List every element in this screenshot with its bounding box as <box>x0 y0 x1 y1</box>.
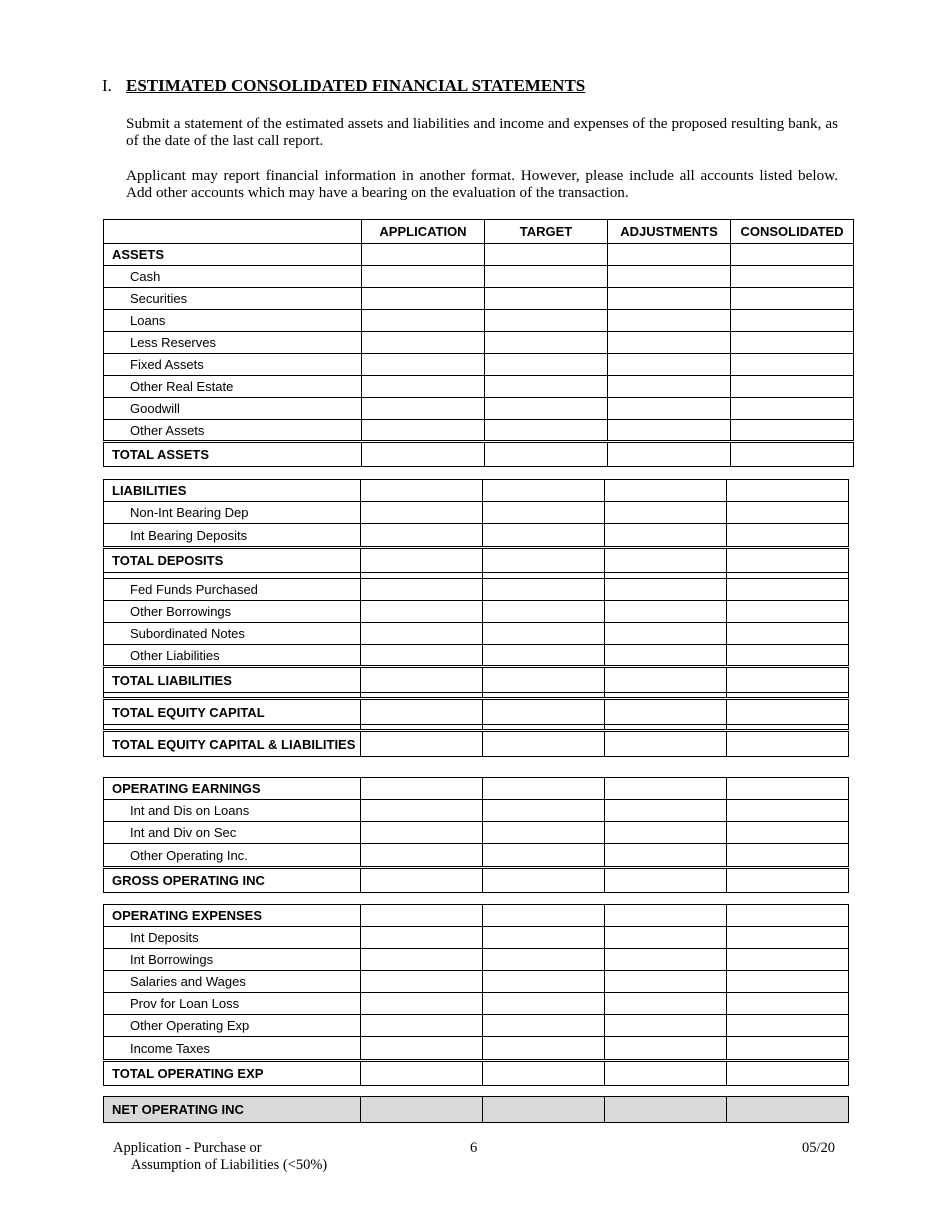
section-row-operating-expenses <box>104 905 849 927</box>
row-label: Int Borrowings <box>104 949 361 971</box>
cell-target[interactable] <box>485 442 608 467</box>
cell-adjustments[interactable] <box>605 993 727 1015</box>
cell-target[interactable] <box>485 266 608 288</box>
cell-adjustments[interactable] <box>608 266 731 288</box>
table-row <box>104 354 854 376</box>
cell-consolidated[interactable] <box>727 579 849 601</box>
cell-consolidated[interactable] <box>727 927 849 949</box>
cell-application[interactable] <box>361 927 483 949</box>
total-row-net-operating-inc <box>104 1097 849 1123</box>
row-label: GROSS OPERATING INC <box>104 868 361 893</box>
cell-target[interactable] <box>483 868 605 893</box>
table-row <box>104 971 849 993</box>
cell-adjustments[interactable] <box>605 971 727 993</box>
operating-expenses-table <box>103 904 849 1086</box>
row-label: Income Taxes <box>104 1037 361 1061</box>
table-row <box>104 502 849 524</box>
cell-consolidated[interactable] <box>731 354 854 376</box>
net-operating-table <box>103 1096 849 1123</box>
cell-consolidated[interactable] <box>727 1097 849 1123</box>
row-label: Subordinated Notes <box>104 623 361 645</box>
table-row <box>104 844 849 868</box>
cell-consolidated[interactable] <box>727 502 849 524</box>
cell-application[interactable] <box>361 800 483 822</box>
row-label: Fed Funds Purchased <box>104 579 361 601</box>
cell-application[interactable] <box>361 667 483 693</box>
cell-adjustments[interactable] <box>605 667 727 693</box>
cell-consolidated[interactable] <box>727 1037 849 1061</box>
cell-consolidated[interactable] <box>727 1015 849 1037</box>
table-row <box>104 993 849 1015</box>
cell-adjustments[interactable] <box>605 927 727 949</box>
cell-consolidated[interactable] <box>731 266 854 288</box>
row-label: NET OPERATING INC <box>104 1097 361 1123</box>
cell-adjustments[interactable] <box>605 548 727 573</box>
cell-adjustments[interactable] <box>605 579 727 601</box>
row-label: ASSETS <box>104 244 362 266</box>
cell-application[interactable] <box>361 844 483 868</box>
cell-consolidated[interactable] <box>731 332 854 354</box>
row-label: Other Assets <box>104 420 362 442</box>
row-label: TOTAL OPERATING EXP <box>104 1061 361 1086</box>
cell-adjustments[interactable] <box>605 1037 727 1061</box>
cell-application[interactable] <box>362 420 485 442</box>
row-label: Loans <box>104 310 362 332</box>
cell-target[interactable] <box>483 667 605 693</box>
cell-consolidated[interactable] <box>727 667 849 693</box>
total-row-equity <box>104 699 849 725</box>
cell-application[interactable] <box>361 971 483 993</box>
total-row-deposits <box>104 548 849 573</box>
cell-adjustments[interactable] <box>608 310 731 332</box>
cell-adjustments[interactable] <box>605 502 727 524</box>
cell-adjustments[interactable] <box>608 354 731 376</box>
instruction-paragraph-2: Applicant may report financial information in another format. However, please include all accounts listed below. Add other accounts which may have a bearing on the evaluation of the transaction. <box>126 167 838 201</box>
table-row <box>104 579 849 601</box>
cell-adjustments[interactable] <box>605 868 727 893</box>
cell-adjustments[interactable] <box>605 822 727 844</box>
row-label: Other Liabilities <box>104 645 361 667</box>
row-label: Fixed Assets <box>104 354 362 376</box>
cell-target[interactable] <box>483 949 605 971</box>
table-row <box>104 927 849 949</box>
column-header-consolidated: CONSOLIDATED <box>731 220 854 244</box>
page-number: 6 <box>470 1140 478 1156</box>
cell-application[interactable] <box>361 524 483 548</box>
cell-target[interactable] <box>485 420 608 442</box>
cell-target[interactable] <box>483 905 605 927</box>
footer-form-title <box>113 1140 327 1174</box>
cell-adjustments[interactable] <box>605 905 727 927</box>
cell-consolidated[interactable] <box>731 398 854 420</box>
cell-target[interactable] <box>483 800 605 822</box>
row-label: Int Deposits <box>104 927 361 949</box>
cell-target[interactable] <box>485 310 608 332</box>
cell-adjustments[interactable] <box>605 480 727 502</box>
cell-application[interactable] <box>362 244 485 266</box>
cell-target[interactable] <box>483 731 605 757</box>
table-row <box>104 376 854 398</box>
cell-consolidated[interactable] <box>727 524 849 548</box>
cell-application[interactable] <box>361 949 483 971</box>
cell-adjustments[interactable] <box>605 623 727 645</box>
row-label: Prov for Loan Loss <box>104 993 361 1015</box>
cell-target[interactable] <box>483 971 605 993</box>
cell-application[interactable] <box>362 332 485 354</box>
cell-application[interactable] <box>361 699 483 725</box>
cell-adjustments[interactable] <box>608 420 731 442</box>
cell-application[interactable] <box>361 548 483 573</box>
section-title: ESTIMATED CONSOLIDATED FINANCIAL STATEMENTS <box>126 76 586 95</box>
row-label: Cash <box>104 266 362 288</box>
cell-adjustments[interactable] <box>608 332 731 354</box>
total-row-assets <box>104 442 854 467</box>
table-row <box>104 822 849 844</box>
table-row <box>104 310 854 332</box>
row-label: OPERATING EARNINGS <box>104 778 361 800</box>
cell-target[interactable] <box>485 332 608 354</box>
row-label: TOTAL DEPOSITS <box>104 548 361 573</box>
cell-adjustments[interactable] <box>605 1097 727 1123</box>
row-label: Other Real Estate <box>104 376 362 398</box>
column-header-adjustments: ADJUSTMENTS <box>608 220 731 244</box>
table-row <box>104 266 854 288</box>
cell-target[interactable] <box>483 699 605 725</box>
cell-consolidated[interactable] <box>727 993 849 1015</box>
liabilities-table <box>103 479 849 757</box>
cell-adjustments[interactable] <box>605 524 727 548</box>
cell-target[interactable] <box>483 778 605 800</box>
cell-application[interactable] <box>361 502 483 524</box>
table-row <box>104 1037 849 1061</box>
cell-application[interactable] <box>362 288 485 310</box>
row-label: Other Borrowings <box>104 601 361 623</box>
cell-application[interactable] <box>361 1061 483 1086</box>
total-row-equity-and-liabilities <box>104 731 849 757</box>
row-label: Int Bearing Deposits <box>104 524 361 548</box>
cell-application[interactable] <box>361 993 483 1015</box>
cell-application[interactable] <box>361 778 483 800</box>
row-label: LIABILITIES <box>104 480 361 502</box>
cell-target[interactable] <box>485 398 608 420</box>
cell-adjustments[interactable] <box>605 949 727 971</box>
cell-target[interactable] <box>483 601 605 623</box>
cell-adjustments[interactable] <box>605 1061 727 1086</box>
cell-target[interactable] <box>485 376 608 398</box>
cell-target[interactable] <box>483 645 605 667</box>
section-heading <box>102 76 585 96</box>
cell-adjustments[interactable] <box>605 778 727 800</box>
cell-consolidated[interactable] <box>727 480 849 502</box>
row-label: Int and Dis on Loans <box>104 800 361 822</box>
cell-adjustments[interactable] <box>608 442 731 467</box>
cell-consolidated[interactable] <box>731 288 854 310</box>
row-label: Goodwill <box>104 398 362 420</box>
cell-adjustments[interactable] <box>608 398 731 420</box>
cell-adjustments[interactable] <box>608 288 731 310</box>
cell-consolidated[interactable] <box>731 420 854 442</box>
cell-consolidated[interactable] <box>731 310 854 332</box>
cell-consolidated[interactable] <box>727 868 849 893</box>
cell-application[interactable] <box>362 310 485 332</box>
table-row <box>104 645 849 667</box>
cell-consolidated[interactable] <box>727 949 849 971</box>
cell-consolidated[interactable] <box>731 376 854 398</box>
cell-consolidated[interactable] <box>727 1061 849 1086</box>
row-label: TOTAL EQUITY CAPITAL <box>104 699 361 725</box>
cell-application[interactable] <box>361 645 483 667</box>
cell-consolidated[interactable] <box>727 548 849 573</box>
cell-adjustments[interactable] <box>608 376 731 398</box>
section-row-operating-earnings <box>104 778 849 800</box>
cell-application[interactable] <box>362 354 485 376</box>
column-header-target: TARGET <box>485 220 608 244</box>
footer-form-title-line2: Assumption of Liabilities (<50%) <box>131 1157 328 1173</box>
cell-target[interactable] <box>483 1061 605 1086</box>
row-label: OPERATING EXPENSES <box>104 905 361 927</box>
cell-consolidated[interactable] <box>727 778 849 800</box>
row-label: Less Reserves <box>104 332 362 354</box>
cell-application[interactable] <box>361 601 483 623</box>
section-row-liabilities <box>104 480 849 502</box>
cell-adjustments[interactable] <box>605 844 727 868</box>
row-label: Other Operating Inc. <box>104 844 361 868</box>
table-row <box>104 601 849 623</box>
cell-target[interactable] <box>485 288 608 310</box>
instruction-paragraph-1: Submit a statement of the estimated assets and liabilities and income and expenses of the proposed resulting bank, as of the date of the last call report. <box>126 115 838 149</box>
row-label: TOTAL EQUITY CAPITAL & LIABILITIES <box>104 731 361 757</box>
row-label: TOTAL ASSETS <box>104 442 362 467</box>
cell-consolidated[interactable] <box>727 623 849 645</box>
cell-application[interactable] <box>361 480 483 502</box>
cell-application[interactable] <box>361 822 483 844</box>
cell-consolidated[interactable] <box>731 442 854 467</box>
column-header-application: APPLICATION <box>362 220 485 244</box>
cell-application[interactable] <box>361 868 483 893</box>
cell-target[interactable] <box>483 579 605 601</box>
cell-consolidated[interactable] <box>727 601 849 623</box>
cell-application[interactable] <box>362 442 485 467</box>
total-row-liabilities <box>104 667 849 693</box>
cell-adjustments[interactable] <box>605 645 727 667</box>
cell-target[interactable] <box>483 993 605 1015</box>
cell-target[interactable] <box>483 480 605 502</box>
cell-consolidated[interactable] <box>727 905 849 927</box>
assets-table <box>103 219 854 467</box>
cell-adjustments[interactable] <box>605 601 727 623</box>
row-label: Int and Div on Sec <box>104 822 361 844</box>
cell-consolidated[interactable] <box>727 731 849 757</box>
cell-target[interactable] <box>483 548 605 573</box>
cell-consolidated[interactable] <box>727 844 849 868</box>
cell-target[interactable] <box>485 244 608 266</box>
cell-target[interactable] <box>483 623 605 645</box>
cell-adjustments[interactable] <box>605 731 727 757</box>
cell-application[interactable] <box>362 376 485 398</box>
cell-application[interactable] <box>361 623 483 645</box>
section-row-assets <box>104 244 854 266</box>
table-row <box>104 398 854 420</box>
row-label: Salaries and Wages <box>104 971 361 993</box>
table-row <box>104 623 849 645</box>
cell-application[interactable] <box>361 731 483 757</box>
cell-adjustments[interactable] <box>605 800 727 822</box>
cell-target[interactable] <box>483 844 605 868</box>
cell-consolidated[interactable] <box>731 244 854 266</box>
row-label: Securities <box>104 288 362 310</box>
table-row <box>104 288 854 310</box>
cell-consolidated[interactable] <box>727 971 849 993</box>
total-row-gross-operating-inc <box>104 868 849 893</box>
cell-consolidated[interactable] <box>727 699 849 725</box>
cell-application[interactable] <box>362 398 485 420</box>
cell-application[interactable] <box>361 1015 483 1037</box>
cell-application[interactable] <box>361 1037 483 1061</box>
cell-target[interactable] <box>483 822 605 844</box>
cell-target[interactable] <box>485 354 608 376</box>
table-row <box>104 949 849 971</box>
cell-target[interactable] <box>483 1037 605 1061</box>
table-row <box>104 420 854 442</box>
table-row <box>104 1015 849 1037</box>
cell-consolidated[interactable] <box>727 822 849 844</box>
cell-application[interactable] <box>361 1097 483 1123</box>
revision-date: 05/20 <box>802 1140 836 1156</box>
cell-target[interactable] <box>483 1097 605 1123</box>
cell-consolidated[interactable] <box>727 645 849 667</box>
footer-form-title-line1: Application - Purchase or <box>113 1140 262 1156</box>
cell-consolidated[interactable] <box>727 800 849 822</box>
section-number: I. <box>102 76 112 95</box>
cell-target[interactable] <box>483 927 605 949</box>
cell-application[interactable] <box>362 266 485 288</box>
row-label: Non-Int Bearing Dep <box>104 502 361 524</box>
table-row <box>104 332 854 354</box>
table-row <box>104 800 849 822</box>
cell-application[interactable] <box>361 579 483 601</box>
cell-adjustments[interactable] <box>605 1015 727 1037</box>
row-label: Other Operating Exp <box>104 1015 361 1037</box>
table-row <box>104 524 849 548</box>
total-row-operating-exp <box>104 1061 849 1086</box>
cell-adjustments[interactable] <box>608 244 731 266</box>
label-column-header <box>104 220 362 244</box>
cell-adjustments[interactable] <box>605 699 727 725</box>
cell-target[interactable] <box>483 524 605 548</box>
operating-earnings-table <box>103 777 849 893</box>
row-label: TOTAL LIABILITIES <box>104 667 361 693</box>
cell-target[interactable] <box>483 502 605 524</box>
cell-application[interactable] <box>361 905 483 927</box>
cell-target[interactable] <box>483 1015 605 1037</box>
